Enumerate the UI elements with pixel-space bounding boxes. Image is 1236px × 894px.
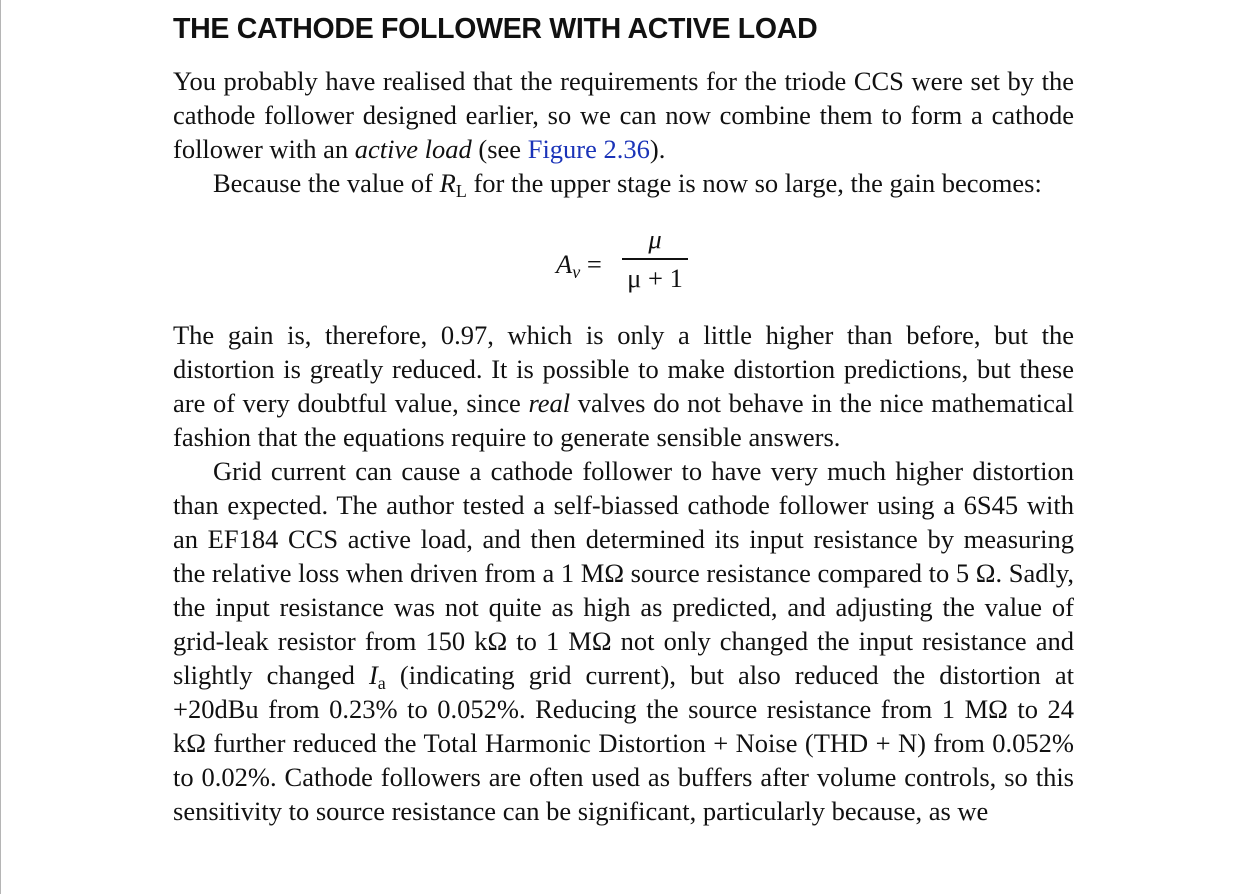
book-page: [173, 0, 1074, 828]
paragraph-gain-text: Because the value of: [213, 168, 440, 198]
paragraph-distortion: [173, 318, 1074, 454]
paragraph-intro-text: You probably have realised that the requirements for the triode CCS were set by the cathode follower designed earlier, so we can now combine them to form a cathode follower with an: [173, 66, 1074, 164]
equation-denominator: μ + 1: [627, 262, 683, 293]
figure-2-36-link[interactable]: Figure 2.36: [527, 134, 650, 164]
paragraph-gain: [173, 166, 1074, 200]
section-heading: THE CATHODE FOLLOWER WITH ACTIVE LOAD: [173, 13, 818, 45]
paragraph-intro-text-3: ).: [649, 134, 666, 164]
gain-equation: [173, 200, 1074, 318]
paragraph-distortion-text: The gain is, therefore, 0.97, which is only a little higher than before, but the distortion is greatly reduced. It is possible to make distortion predictions, but these are of very doubtful value, since: [173, 320, 1074, 418]
equation-fraction: [622, 224, 688, 293]
active-load-emphasis: active load: [354, 134, 472, 164]
ia-subscript: a: [377, 673, 386, 694]
equation-numerator: μ: [648, 224, 662, 254]
paragraph-grid-current-text: Grid current can cause a cathode follower to have very much higher distortion than expected. The author tested a self-biassed cathode follower using a 6S45 with an EF184 CCS active load, and then determined its input resistance by measuring the relative loss when driven from a 1 MΩ source resistance compared to 5 Ω. Sadly, the input resistance was not quite as high as predicted, and adjusting the value of grid-leak resistor from 150 kΩ to 1 MΩ not only changed the input resistance and slightly changed: [173, 456, 1074, 690]
paragraph-distortion-text-2: valves do not behave in the nice mathematical fashion that the equations require to generate sensible answers.: [173, 388, 1074, 452]
paragraph-grid-current: [173, 454, 1074, 828]
paragraph-grid-current-text-2: (indicating grid current), but also reduced the distortion at +20dBu from 0.23% to 0.052%. Reducing the source resistance from 1 MΩ to 24 kΩ further reduced the Total Harmonic Distortion + Noise (THD + N) from 0.052% to 0.02%. Cathode followers are often used as buffers after volume controls, so this sensitivity to source resistance can be significant, particularly because, as we: [173, 660, 1074, 826]
real-emphasis: real: [528, 388, 571, 418]
av-symbol: A: [556, 249, 573, 279]
paragraph-intro-text-2: (see: [471, 134, 528, 164]
rl-subscript: L: [455, 181, 467, 202]
ia-symbol: I: [368, 660, 378, 690]
paragraph-gain-text-2: for the upper stage is now so large, the gain becomes:: [466, 168, 1042, 198]
rl-symbol: R: [439, 168, 456, 198]
paragraph-intro: [173, 64, 1074, 166]
equals-sign: =: [586, 249, 602, 279]
av-subscript: v: [572, 262, 581, 283]
page-edge-rule: [0, 0, 1, 894]
equation-lhs: [556, 247, 602, 281]
fraction-bar: [622, 258, 688, 260]
